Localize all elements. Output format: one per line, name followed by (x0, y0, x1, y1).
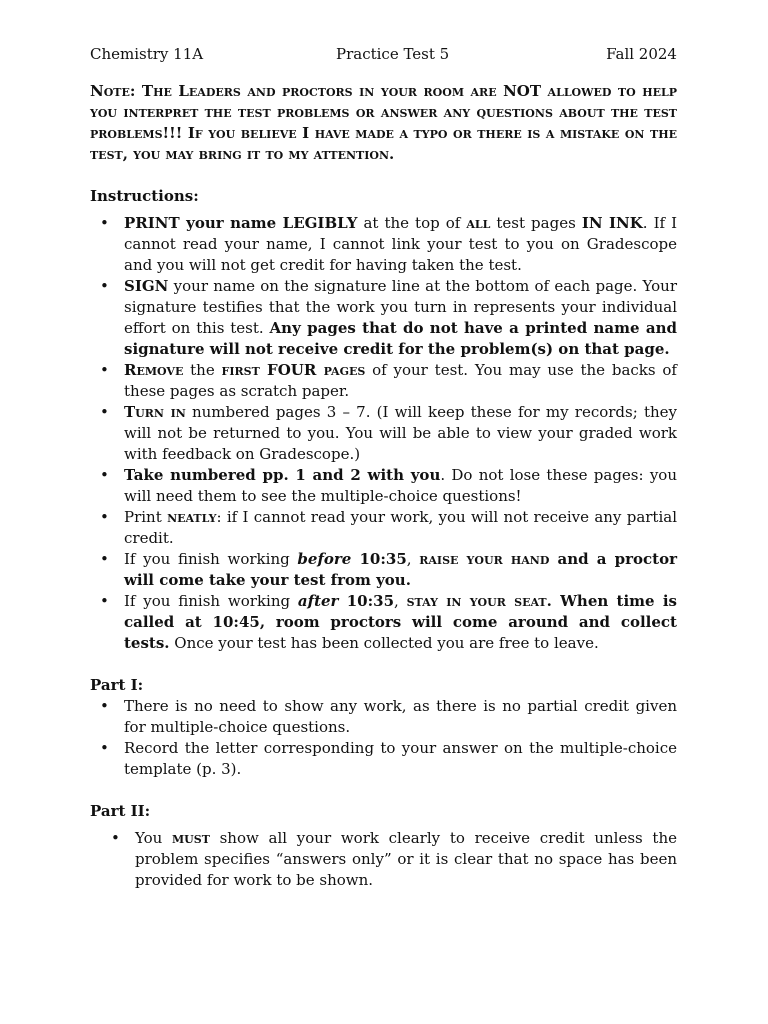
text-run: at the top of (357, 214, 467, 232)
list-item (90, 465, 677, 507)
text-run: before (297, 550, 352, 568)
text-run: You (135, 829, 172, 847)
text-run: after (297, 592, 339, 610)
part-one-heading: Part I: (90, 676, 144, 694)
text-run: and a proctor will come take your test from you. (124, 550, 677, 589)
term-label: Fall 2024 (606, 45, 677, 63)
text-run: 10:35 (351, 550, 407, 568)
bullet-marker: • (100, 550, 109, 568)
text-run: Record the letter corresponding to your answer on the multiple-choice template (p. 3). (124, 739, 677, 778)
bullet-marker: • (100, 277, 109, 295)
bullet-marker: • (100, 508, 109, 526)
list-item (90, 696, 677, 738)
text-run: first (221, 361, 260, 379)
text-run: SIGN (124, 277, 169, 295)
text-run: show all your work clearly to receive credit unless the problem specifies “answers only” or it is clear that no space has been provided for work to be shown. (135, 829, 677, 889)
bullet-marker: • (100, 214, 109, 232)
text-run: numbered pages 3 – 7. (I will keep these for my records; they will not be returned to you. You will be able to view your graded work with feedback on Gradescope.) (124, 403, 678, 463)
part-two-list (90, 828, 677, 891)
text-run: stay in your seat (406, 592, 547, 610)
bullet-marker: • (100, 739, 109, 757)
text-run: Turn in (124, 403, 186, 421)
test-title: Practice Test 5 (335, 45, 450, 63)
text-run: your name on the signature line at the bottom of each page. Your signature testifies that the work you turn in represents your individual effort on this test. (124, 277, 677, 337)
text-run: test pages (490, 214, 582, 232)
text-run: IN INK (581, 214, 643, 232)
text-run: pages (323, 361, 366, 379)
bullet-marker: • (111, 829, 120, 847)
bullet-marker: • (100, 466, 109, 484)
instructions-list (90, 213, 677, 654)
text-run: Any pages that do not have a printed name and signature will not receive credit for the problem(s) on that page. (124, 319, 677, 358)
text-run: 10:35 (338, 592, 395, 610)
text-run: PRINT your name LEGIBLY (124, 214, 358, 232)
note-paragraph: Note: The Leaders and proctors in your room are NOT allowed to help you interpret the test problems or answer any questions about the test problems!!! If you believe I have made a typo or there is a mistake on the test, you may bring it to my attention. (90, 82, 677, 163)
text-run: Once your test has been collected you are free to leave. (169, 634, 599, 652)
instructions-heading: Instructions: (90, 187, 199, 205)
bullet-marker: • (100, 403, 109, 421)
document-page (90, 44, 677, 891)
list-item (90, 549, 677, 591)
text-run: . If I cannot read your name, I cannot link your test to you on Gradescope and you will not get credit for having taken the test. (124, 214, 678, 274)
list-item (90, 507, 677, 549)
list-item (90, 591, 677, 654)
text-run: must (172, 829, 210, 847)
course-name: Chemistry 11A (90, 45, 204, 63)
text-run: : if I cannot read your work, you will not receive any partial credit. (124, 508, 677, 547)
bullet-marker: • (100, 361, 109, 379)
list-item (90, 360, 677, 402)
part-two-heading: Part II: (90, 802, 151, 820)
text-run: . Do not lose these pages: you will need them to see the multiple-choice questions! (124, 466, 677, 505)
text-run: neatly (167, 508, 217, 526)
page-header (90, 44, 677, 66)
text-run: Remove (124, 361, 184, 379)
text-run: Take numbered pp. 1 and 2 with you (124, 466, 441, 484)
list-item (90, 402, 677, 465)
part-one-list (90, 696, 677, 780)
text-run: Print (124, 508, 168, 526)
text-run: . When time is called at 10:45, room proctors will come around and collect tests. (124, 592, 677, 652)
text-run: of your test. You may use the backs of these pages as scratch paper. (124, 361, 677, 400)
text-run: , (406, 550, 420, 568)
text-run: all (466, 214, 491, 232)
text-run: There is no need to show any work, as there is no partial credit given for multiple-choice questions. (124, 697, 677, 736)
list-item (90, 828, 677, 891)
list-item (90, 213, 677, 276)
bullet-marker: • (100, 592, 109, 610)
text-run: the (183, 361, 222, 379)
text-run: raise your hand (419, 550, 550, 568)
text-run: , (394, 592, 407, 610)
text-run: If you finish working (124, 592, 298, 610)
text-run: If you finish working (124, 550, 298, 568)
list-item (90, 276, 677, 360)
text-run: FOUR (259, 361, 324, 379)
bullet-marker: • (100, 697, 109, 715)
list-item (90, 738, 677, 780)
